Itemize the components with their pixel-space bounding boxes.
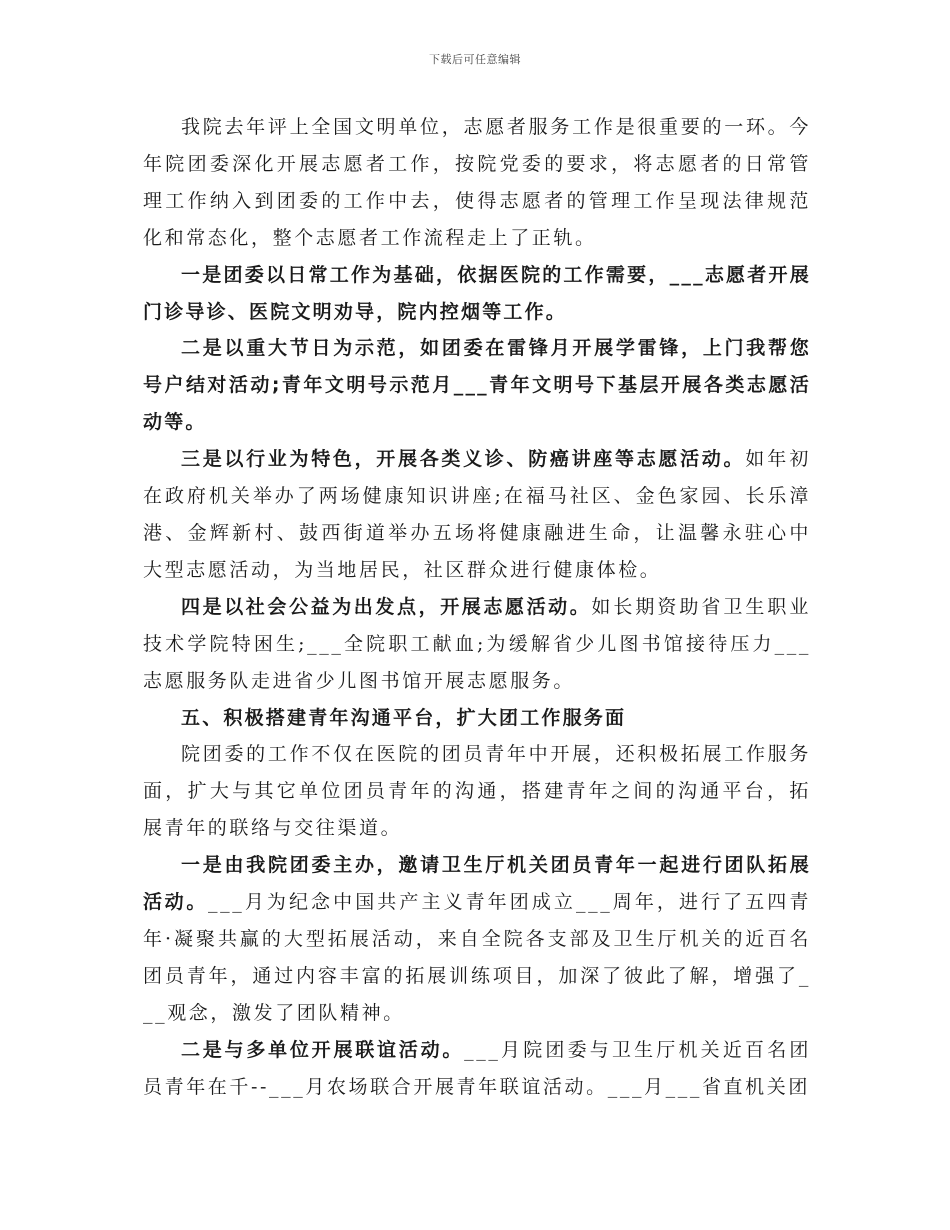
paragraph-text: 院团委的工作不仅在医院的团员青年中开展，还积极拓展工作服务面，扩大与其它单位团员青年的沟通，搭建青年之间的沟通平台，拓展青年的联络与交往渠道。	[143, 743, 811, 840]
paragraph-item-4	[143, 589, 811, 700]
section-heading	[143, 700, 811, 737]
paragraph-item-1	[143, 257, 811, 331]
paragraph-section-intro	[143, 736, 811, 847]
paragraph-intro	[143, 109, 811, 257]
paragraph-lead: 三是以行业为特色，开展各类义诊、防癌讲座等志愿活动。	[181, 448, 746, 471]
paragraph-lead: 二是与多单位开展联谊活动。	[181, 1038, 465, 1061]
paragraph-lead: 四是以社会公益为出发点，开展志愿活动。	[181, 595, 592, 618]
paragraph-text: 我院去年评上全国文明单位，志愿者服务工作是很重要的一环。今年院团委深化开展志愿者工作，按院党委的要求，将志愿者的日常管理工作纳入到团委的工作中去，使得志愿者的管理工作呈现法律规范化和常态化，整个志愿者工作流程走上了正轨。	[143, 116, 811, 249]
paragraph-item-6	[143, 1032, 811, 1106]
paragraph-item-3	[143, 441, 811, 589]
paragraph-text: ___月为纪念中国共产主义青年团成立___周年，进行了五四青年·凝聚共赢的大型拓展活动，来自全院各支部及卫生厅机关的近百名团员青年，通过内容丰富的拓展训练项目，加深了彼此了解，增强了___观念，激发了团队精神。	[143, 891, 811, 1024]
paragraph-item-2	[143, 330, 811, 441]
paragraph-lead: 一是团委以日常工作为基础，依据医院的工作需要，___志愿者开展门诊导诊、医院文明劝导，院内控烟等工作。	[143, 263, 811, 323]
download-note: 下载后可任意编辑	[429, 53, 521, 66]
paragraph-text: 如年初在政府机关举办了两场健康知识讲座;在福马社区、金色家园、长乐漳港、金辉新村、鼓西街道举办五场将健康融进生命，让温馨永驻心中大型志愿活动，为当地居民，社区群众进行健康体检。	[143, 448, 811, 581]
section-heading-text: 五、积极搭建青年沟通平台，扩大团工作服务面	[181, 706, 627, 729]
paragraph-text: ___月院团委与卫生厅机关近百名团员青年在千--___月农场联合开展青年联谊活动。___月___省直机关团	[143, 1038, 811, 1098]
document-body	[143, 109, 811, 1105]
paragraph-text: 如长期资助省卫生职业技术学院特困生;___全院职工献血;为缓解省少儿图书馆接待压力___志愿服务队走进省少儿图书馆开展志愿服务。	[143, 595, 811, 692]
paragraph-lead: 二是以重大节日为示范，如团委在雷锋月开展学雷锋，上门我帮您号户结对活动;青年文明号示范月___青年文明号下基层开展各类志愿活动等。	[143, 337, 811, 434]
paragraph-lead: 一是由我院团委主办，邀请卫生厅机关团员青年一起进行团队拓展活动。	[143, 854, 811, 914]
paragraph-item-5	[143, 847, 811, 1032]
